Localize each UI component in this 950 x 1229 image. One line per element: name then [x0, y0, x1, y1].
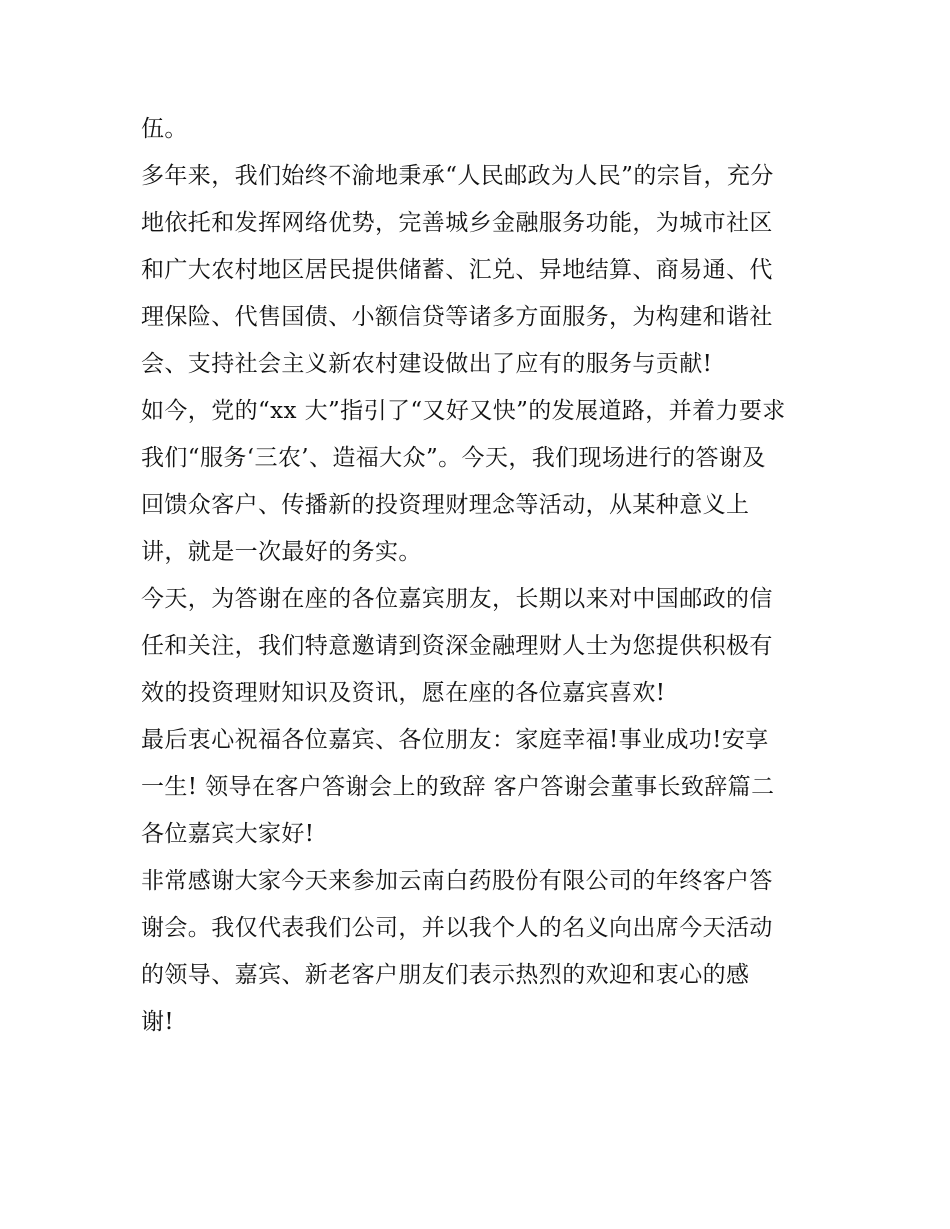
text-line: 如今，党的“xx 大”指引了“又好又快”的发展道路，并着力要求	[141, 398, 786, 424]
text-line: 和广大农村地区居民提供储蓄、汇兑、异地结算、商易通、代	[141, 257, 773, 283]
text-line: 的领导、嘉宾、新老客户朋友们表示热烈的欢迎和衷心的感	[141, 962, 750, 988]
text-line: 会、支持社会主义新农村建设做出了应有的服务与贡献!	[141, 351, 713, 377]
text-line: 地依托和发挥网络优势，完善城乡金融服务功能，为城市社区	[141, 210, 773, 236]
text-line: 今天，为答谢在座的各位嘉宾朋友，长期以来对中国邮政的信	[141, 586, 773, 612]
text-line: 任和关注，我们特意邀请到资深金融理财人士为您提供积极有	[141, 633, 773, 659]
text-line: 理保险、代售国债、小额信贷等诸多方面服务，为构建和谐社	[141, 304, 773, 330]
text-line: 讲，就是一次最好的务实。	[141, 539, 422, 565]
text-line: 各位嘉宾大家好!	[141, 821, 315, 847]
text-line: 多年来，我们始终不渝地秉承“人民邮政为人民”的宗旨，充分	[141, 163, 774, 189]
text-line: 谢!	[141, 1009, 175, 1035]
text-line: 谢会。我仅代表我们公司，并以我个人的名义向出席今天活动	[141, 915, 773, 941]
text-line: 伍。	[141, 116, 188, 142]
text-line: 最后衷心祝福各位嘉宾、各位朋友：家庭幸福!事业成功!安享	[141, 727, 769, 753]
text-line: 一生! 领导在客户答谢会上的致辞 客户答谢会董事长致辞篇二	[141, 774, 775, 800]
text-line: 我们“服务‘三农’、造福大众”。今天，我们现场进行的答谢及	[141, 445, 766, 471]
text-line: 非常感谢大家今天来参加云南白药股份有限公司的年终客户答	[141, 868, 773, 894]
text-line: 回馈众客户、传播新的投资理财理念等活动，从某种意义上	[141, 492, 750, 518]
text-line: 效的投资理财知识及资讯，愿在座的各位嘉宾喜欢!	[141, 680, 666, 706]
document-body	[141, 106, 821, 1046]
